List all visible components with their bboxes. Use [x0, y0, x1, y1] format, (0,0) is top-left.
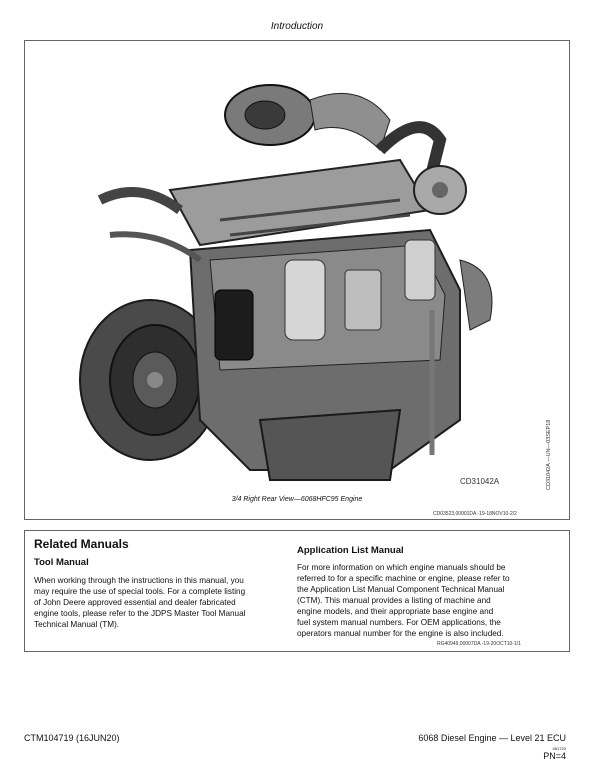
engine-illustration	[60, 60, 510, 490]
figure-caption: 3/4 Right Rear View—6068HFC95 Engine	[231, 496, 363, 503]
figure-vertical-code: CD31042A —UN—03SEP18	[546, 419, 552, 490]
tool-manual-title: Tool Manual	[34, 557, 89, 568]
footer-page-number: PN=4	[543, 751, 566, 761]
figure-ref-code: CD03523,00001DA -19-18NOV10-2/2	[433, 511, 517, 517]
application-list-text: For more information on which engine manuals should be referred to for a specific machine or engine, please refer to the Application List Manual Component Technical Manual (CTM). This manual provides a listing of machine and engine models, and their appropriate base engine and fuel system manual numbers. For OEM applications, the operators manual number for the engine is also included.	[297, 563, 510, 638]
figure-image-label: CD31042A	[460, 477, 500, 486]
footer-doc-number: CTM104719 (16JUN20)	[24, 733, 120, 743]
related-manuals-title: Related Manuals	[34, 537, 129, 551]
application-ref-code: RG40949,00007DA -19-20OCT10-1/1	[437, 641, 521, 647]
header-title: Introduction	[270, 21, 324, 32]
footer-date-code: 061720	[552, 746, 566, 751]
tool-manual-text: When working through the instructions in this manual, you may require the use of special tools. For a complete listing of John Deere approved essential and dealer fabricated engine tools, please refer to the JDPS Master Tool Manual Technical Manual (TM).	[34, 576, 246, 629]
application-list-title: Application List Manual	[297, 545, 404, 556]
footer-title: 6068 Diesel Engine — Level 21 ECU	[418, 733, 566, 743]
